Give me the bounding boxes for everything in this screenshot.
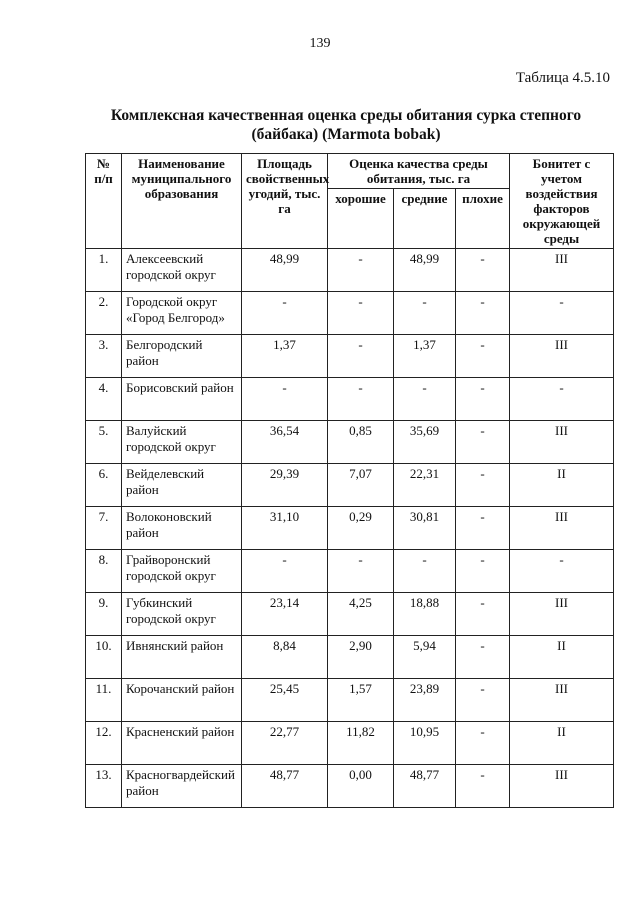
cell-medium: 18,88 xyxy=(394,593,456,636)
cell-medium: 48,77 xyxy=(394,765,456,808)
cell-bonitet: II xyxy=(510,722,614,765)
header-good: хорошие xyxy=(328,189,394,249)
cell-bad: - xyxy=(456,679,510,722)
header-bad: плохие xyxy=(456,189,510,249)
cell-name: Волоконовский район xyxy=(122,507,242,550)
cell-area: - xyxy=(242,550,328,593)
cell-good: - xyxy=(328,550,394,593)
cell-medium: 10,95 xyxy=(394,722,456,765)
cell-name: Городской округ «Город Белгород» xyxy=(122,292,242,335)
cell-bonitet: - xyxy=(510,378,614,421)
cell-good: - xyxy=(328,292,394,335)
cell-num: 2. xyxy=(86,292,122,335)
cell-good: 11,82 xyxy=(328,722,394,765)
cell-num: 9. xyxy=(86,593,122,636)
cell-area: 8,84 xyxy=(242,636,328,679)
cell-good: 4,25 xyxy=(328,593,394,636)
cell-bonitet: - xyxy=(510,550,614,593)
cell-medium: - xyxy=(394,292,456,335)
document-title: Комплексная качественная оценка среды обитания сурка степного (байбака) (Marmota bobak) xyxy=(110,107,582,143)
cell-good: - xyxy=(328,378,394,421)
cell-area: 22,77 xyxy=(242,722,328,765)
cell-area: 25,45 xyxy=(242,679,328,722)
cell-bonitet: III xyxy=(510,249,614,292)
cell-bad: - xyxy=(456,507,510,550)
cell-num: 4. xyxy=(86,378,122,421)
cell-area: 48,77 xyxy=(242,765,328,808)
table-label: Таблица 4.5.10 xyxy=(515,70,610,86)
cell-bonitet: III xyxy=(510,335,614,378)
cell-area: 31,10 xyxy=(242,507,328,550)
cell-bad: - xyxy=(456,722,510,765)
cell-medium: 22,31 xyxy=(394,464,456,507)
cell-good: - xyxy=(328,249,394,292)
cell-bad: - xyxy=(456,550,510,593)
cell-bonitet: III xyxy=(510,593,614,636)
table-body xyxy=(86,249,614,808)
cell-good: 0,29 xyxy=(328,507,394,550)
cell-good: - xyxy=(328,335,394,378)
cell-bonitet: III xyxy=(510,421,614,464)
cell-bad: - xyxy=(456,636,510,679)
cell-medium: 23,89 xyxy=(394,679,456,722)
cell-area: 29,39 xyxy=(242,464,328,507)
cell-name: Красногвардейский район xyxy=(122,765,242,808)
cell-area: - xyxy=(242,292,328,335)
cell-bad: - xyxy=(456,292,510,335)
cell-bad: - xyxy=(456,464,510,507)
cell-name: Ивнянский район xyxy=(122,636,242,679)
table-row xyxy=(86,292,614,335)
table-row xyxy=(86,421,614,464)
cell-medium: 5,94 xyxy=(394,636,456,679)
header-medium: средние xyxy=(394,189,456,249)
cell-area: 1,37 xyxy=(242,335,328,378)
table-header xyxy=(86,154,614,249)
cell-area: - xyxy=(242,378,328,421)
cell-num: 11. xyxy=(86,679,122,722)
cell-bad: - xyxy=(456,765,510,808)
header-num: № п/п xyxy=(86,154,122,249)
header-name: Наименование муниципального образования xyxy=(122,154,242,249)
cell-medium: 1,37 xyxy=(394,335,456,378)
cell-name: Красненский район xyxy=(122,722,242,765)
cell-name: Борисовский район xyxy=(122,378,242,421)
cell-medium: 48,99 xyxy=(394,249,456,292)
table-row xyxy=(86,507,614,550)
cell-bonitet: III xyxy=(510,679,614,722)
cell-good: 7,07 xyxy=(328,464,394,507)
cell-bad: - xyxy=(456,378,510,421)
cell-num: 10. xyxy=(86,636,122,679)
cell-name: Вейделевский район xyxy=(122,464,242,507)
table-row xyxy=(86,636,614,679)
cell-good: 1,57 xyxy=(328,679,394,722)
cell-num: 13. xyxy=(86,765,122,808)
header-area: Площадь свойственных угодий, тыс. га xyxy=(242,154,328,249)
cell-bonitet: II xyxy=(510,464,614,507)
table-row xyxy=(86,679,614,722)
cell-bonitet: III xyxy=(510,765,614,808)
cell-name: Белгородский район xyxy=(122,335,242,378)
cell-area: 36,54 xyxy=(242,421,328,464)
cell-good: 0,85 xyxy=(328,421,394,464)
table-row xyxy=(86,249,614,292)
cell-name: Корочанский район xyxy=(122,679,242,722)
cell-bad: - xyxy=(456,249,510,292)
cell-num: 12. xyxy=(86,722,122,765)
cell-good: 0,00 xyxy=(328,765,394,808)
cell-medium: 30,81 xyxy=(394,507,456,550)
cell-bad: - xyxy=(456,593,510,636)
table-row xyxy=(86,378,614,421)
cell-name: Алексеевский городской округ xyxy=(122,249,242,292)
cell-medium: - xyxy=(394,550,456,593)
cell-area: 48,99 xyxy=(242,249,328,292)
cell-num: 3. xyxy=(86,335,122,378)
table-row xyxy=(86,464,614,507)
cell-bonitet: - xyxy=(510,292,614,335)
cell-num: 1. xyxy=(86,249,122,292)
cell-name: Губкинский городской округ xyxy=(122,593,242,636)
table-row xyxy=(86,722,614,765)
cell-bad: - xyxy=(456,335,510,378)
page-number: 139 xyxy=(309,36,331,51)
cell-bad: - xyxy=(456,421,510,464)
header-quality-group: Оценка качества среды обитания, тыс. га xyxy=(328,154,510,189)
cell-medium: 35,69 xyxy=(394,421,456,464)
cell-name: Валуйский городской округ xyxy=(122,421,242,464)
table-row xyxy=(86,335,614,378)
cell-area: 23,14 xyxy=(242,593,328,636)
cell-bonitet: II xyxy=(510,636,614,679)
cell-medium: - xyxy=(394,378,456,421)
table-row xyxy=(86,765,614,808)
cell-name: Грайворонский городской округ xyxy=(122,550,242,593)
cell-num: 7. xyxy=(86,507,122,550)
header-bonitet: Бонитет с учетом воздействия факторов окружающей среды xyxy=(510,154,614,249)
cell-good: 2,90 xyxy=(328,636,394,679)
table-row xyxy=(86,550,614,593)
cell-num: 5. xyxy=(86,421,122,464)
cell-bonitet: III xyxy=(510,507,614,550)
habitat-quality-table xyxy=(85,153,614,808)
cell-num: 8. xyxy=(86,550,122,593)
table-row xyxy=(86,593,614,636)
cell-num: 6. xyxy=(86,464,122,507)
